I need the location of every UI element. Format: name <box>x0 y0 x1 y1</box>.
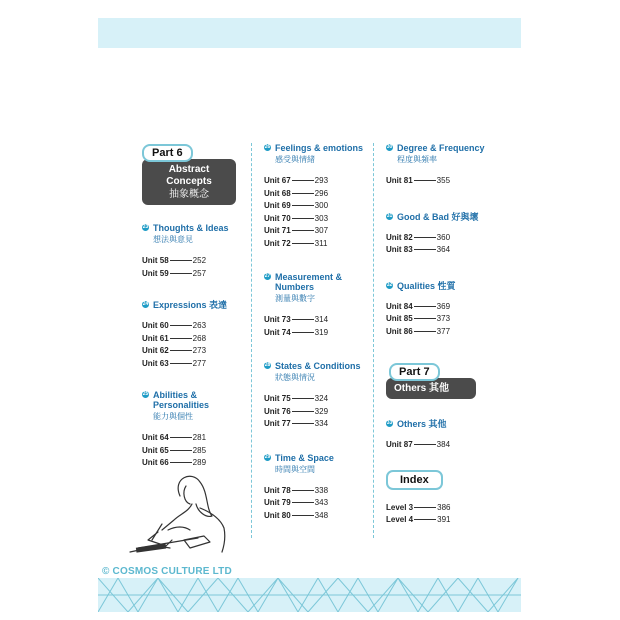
unit-label: Unit 60 <box>142 321 169 330</box>
leader-line <box>292 319 314 320</box>
unit-list <box>264 393 374 431</box>
leader-line <box>414 180 436 181</box>
unit-label: Unit 81 <box>386 176 413 185</box>
leader-line <box>292 502 314 503</box>
page-number: 377 <box>436 326 451 336</box>
unit-list <box>386 232 496 257</box>
unit-label: Unit 70 <box>264 213 291 223</box>
leader-line <box>292 180 314 181</box>
unit-row <box>386 313 496 326</box>
section-number-badge: 33 <box>386 420 393 426</box>
toc-section <box>386 212 496 257</box>
leader-line <box>292 423 314 424</box>
unit-label: Unit 67 <box>264 176 291 185</box>
leader-line <box>170 325 192 326</box>
section-heading <box>142 223 242 245</box>
section-heading <box>264 453 374 475</box>
unit-label: Unit 80 <box>264 510 291 520</box>
page-number: 329 <box>314 406 329 416</box>
section-heading <box>142 300 242 310</box>
section-title-zh: 想法與意見 <box>153 235 193 244</box>
section-number-badge: 24 <box>142 301 149 307</box>
page-number: 273 <box>192 346 207 355</box>
page-number: 289 <box>192 458 207 467</box>
unit-label: Unit 73 <box>264 315 291 324</box>
section-title-en: Feelings & emotions <box>275 143 364 153</box>
toc-section <box>264 361 374 431</box>
leader-line <box>292 332 314 333</box>
toc-section <box>264 143 374 250</box>
section-heading <box>264 272 374 304</box>
section-number-badge: 26 <box>264 144 271 150</box>
page-number: 348 <box>314 510 329 520</box>
part-6-title-zh: 抽象概念 <box>169 189 209 200</box>
unit-row <box>386 301 496 314</box>
toc-section <box>386 419 496 452</box>
leader-line <box>292 230 314 231</box>
section-title-en: Expressions 表達 <box>153 300 228 310</box>
unit-label: Unit 82 <box>386 232 413 242</box>
toc-column-2 <box>264 143 374 522</box>
unit-row <box>386 244 496 257</box>
unit-row <box>264 314 374 327</box>
unit-label: Unit 87 <box>386 440 413 449</box>
unit-row <box>142 432 242 445</box>
header-band <box>98 18 521 48</box>
leader-line <box>414 237 436 238</box>
leader-line <box>170 363 192 364</box>
leader-line <box>292 193 314 194</box>
toc-section <box>264 453 374 523</box>
section-title-zh: 狀態與情況 <box>275 373 315 382</box>
leader-line <box>292 411 314 412</box>
index-row: Level 3 386 <box>386 502 451 512</box>
page-number: 285 <box>192 445 207 455</box>
unit-label: Unit 78 <box>264 485 291 495</box>
index-row: Level 4 391 <box>386 515 451 524</box>
leader-line <box>170 260 192 261</box>
unit-label: Unit 71 <box>264 226 291 235</box>
page-number: 338 <box>314 485 329 495</box>
unit-row <box>264 393 374 406</box>
unit-row <box>386 326 496 339</box>
unit-list <box>264 485 374 523</box>
unit-label: Unit 72 <box>264 238 291 248</box>
page-number: 277 <box>192 358 207 368</box>
page-number: 252 <box>192 256 207 265</box>
section-title-en: Degree & Frequency <box>397 143 485 153</box>
section-number-badge: 31 <box>386 212 393 219</box>
section-title-en: States & Conditions <box>275 361 361 371</box>
page-number: 355 <box>436 176 451 185</box>
unit-row <box>386 175 496 188</box>
toc-section <box>142 390 242 470</box>
part-6-heading <box>142 143 236 205</box>
leader-line <box>414 331 436 332</box>
unit-list <box>142 432 242 470</box>
unit-row <box>142 320 242 333</box>
unit-row <box>386 232 496 245</box>
part-7-heading <box>386 362 480 399</box>
unit-list <box>142 255 242 280</box>
unit-row <box>264 188 374 201</box>
unit-list <box>142 320 242 370</box>
unit-list <box>264 175 374 250</box>
unit-list <box>386 301 496 339</box>
page-number: 369 <box>436 301 451 311</box>
page-number: 296 <box>314 188 329 198</box>
page-number: 343 <box>314 498 329 507</box>
section-title-zh: 測量與數字 <box>275 294 315 303</box>
toc-column-3 <box>386 143 496 527</box>
unit-row <box>264 327 374 340</box>
section-heading <box>386 212 496 222</box>
page-number: 307 <box>314 226 329 235</box>
unit-label: Unit 62 <box>142 346 169 355</box>
leader-line <box>414 318 436 319</box>
unit-label: Unit 65 <box>142 445 169 455</box>
unit-label: Unit 84 <box>386 301 413 311</box>
page-number: 364 <box>436 245 451 254</box>
section-number-badge: 32 <box>386 281 393 288</box>
unit-row <box>264 510 374 523</box>
section-number-badge: 23 <box>142 224 149 230</box>
leader-line <box>292 218 314 219</box>
leader-line <box>170 437 192 438</box>
index-list <box>386 502 496 527</box>
page-number: 281 <box>192 433 207 442</box>
page-number: 257 <box>192 268 207 278</box>
footer-pattern <box>98 578 521 612</box>
section-title-zh: 能力與個性 <box>153 412 193 421</box>
part-6-title <box>142 159 236 205</box>
woman-writing-illustration <box>128 468 238 556</box>
page-number: 373 <box>436 314 451 323</box>
unit-row <box>142 333 242 346</box>
part-6-title-en: Abstract Concepts <box>166 164 212 187</box>
page-number: 334 <box>314 419 329 428</box>
page-number: 384 <box>436 440 451 449</box>
page-number: 263 <box>192 321 207 330</box>
unit-label: Unit 66 <box>142 458 169 467</box>
section-heading <box>386 143 496 165</box>
leader-line <box>292 205 314 206</box>
unit-list <box>264 314 374 339</box>
unit-label: Unit 59 <box>142 268 169 278</box>
part-7-title: Others 其他 <box>386 378 476 399</box>
section-title-en: Time & Space <box>275 452 334 463</box>
leader-line <box>414 306 436 307</box>
section-title-zh: 程度與頻率 <box>397 155 437 164</box>
unit-row <box>264 418 374 431</box>
page-number: 324 <box>314 394 329 403</box>
page-number: 300 <box>314 201 329 210</box>
part-7-tab: Part 7 <box>389 363 440 381</box>
section-number-badge: 29 <box>264 453 271 460</box>
unit-row <box>264 238 374 251</box>
leader-line <box>170 350 192 351</box>
unit-label: Unit 64 <box>142 433 169 442</box>
unit-label: Unit 86 <box>386 326 413 336</box>
unit-label: Unit 69 <box>264 201 291 210</box>
toc-section <box>142 300 242 370</box>
unit-label: Unit 83 <box>386 245 413 254</box>
unit-row <box>264 497 374 510</box>
column-divider <box>251 143 252 538</box>
toc-section <box>142 223 242 280</box>
unit-row <box>142 345 242 358</box>
unit-row <box>264 225 374 238</box>
unit-row <box>142 358 242 371</box>
unit-row <box>264 200 374 213</box>
page-number: 314 <box>314 315 329 324</box>
unit-row <box>386 439 496 452</box>
index-box: Index <box>386 470 443 490</box>
unit-label: Unit 63 <box>142 358 169 368</box>
toc-section <box>386 143 496 188</box>
unit-label: Unit 74 <box>264 327 291 337</box>
page-number: 311 <box>314 238 328 248</box>
page-number: 293 <box>314 176 329 185</box>
unit-row <box>264 406 374 419</box>
section-title-en: Measurement & Numbers <box>275 272 343 292</box>
unit-label: Unit 79 <box>264 498 291 507</box>
unit-row <box>264 175 374 188</box>
leader-line <box>170 338 192 339</box>
section-number-badge: 30 <box>386 144 393 150</box>
unit-row <box>142 255 242 268</box>
leader-line <box>170 273 192 274</box>
section-title-en: Thoughts & Ideas <box>153 223 229 233</box>
section-heading <box>142 390 242 422</box>
unit-list <box>386 439 496 452</box>
section-heading <box>386 281 496 291</box>
leader-line <box>292 490 314 491</box>
leader-line <box>292 243 314 244</box>
part-6-tab: Part 6 <box>142 144 193 162</box>
leader-line <box>414 249 436 250</box>
section-title-en: Others 其他 <box>397 419 447 429</box>
unit-label: Unit 85 <box>386 314 413 323</box>
section-number-badge: 27 <box>264 273 271 279</box>
leader-line <box>170 450 192 451</box>
unit-row <box>142 268 242 281</box>
unit-list <box>386 175 496 188</box>
toc-column-1 <box>142 143 242 470</box>
unit-label: Unit 77 <box>264 419 291 428</box>
leader-line <box>170 462 192 463</box>
copyright-notice: © COSMOS CULTURE LTD <box>102 566 232 577</box>
section-title-zh: 感受與情緒 <box>275 155 315 164</box>
section-heading <box>264 361 374 383</box>
section-title-en: Good & Bad 好與壞 <box>397 211 479 222</box>
unit-label: Unit 58 <box>142 256 169 265</box>
page-number: 360 <box>436 232 451 242</box>
page-number: 268 <box>192 333 207 343</box>
unit-label: Unit 75 <box>264 394 291 403</box>
section-title-zh: 時間與空間 <box>275 464 315 474</box>
section-title-en: Qualities 性質 <box>397 280 456 291</box>
section-title-en: Abilities & Personalities <box>153 390 210 410</box>
unit-row <box>264 485 374 498</box>
index-heading <box>386 470 496 490</box>
leader-line <box>292 515 314 516</box>
leader-line <box>414 444 436 445</box>
unit-row <box>142 445 242 458</box>
page-number: 303 <box>314 213 329 223</box>
unit-label: Unit 76 <box>264 406 291 416</box>
toc-section <box>386 281 496 339</box>
unit-label: Unit 68 <box>264 188 291 198</box>
section-number-badge: 25 <box>142 391 149 397</box>
page-number: 319 <box>314 327 329 337</box>
section-heading <box>264 143 374 165</box>
toc-section <box>264 272 374 339</box>
unit-label: Unit 61 <box>142 333 169 343</box>
section-number-badge: 28 <box>264 362 271 368</box>
unit-row <box>264 213 374 226</box>
leader-line <box>292 398 314 399</box>
section-heading <box>386 419 496 429</box>
